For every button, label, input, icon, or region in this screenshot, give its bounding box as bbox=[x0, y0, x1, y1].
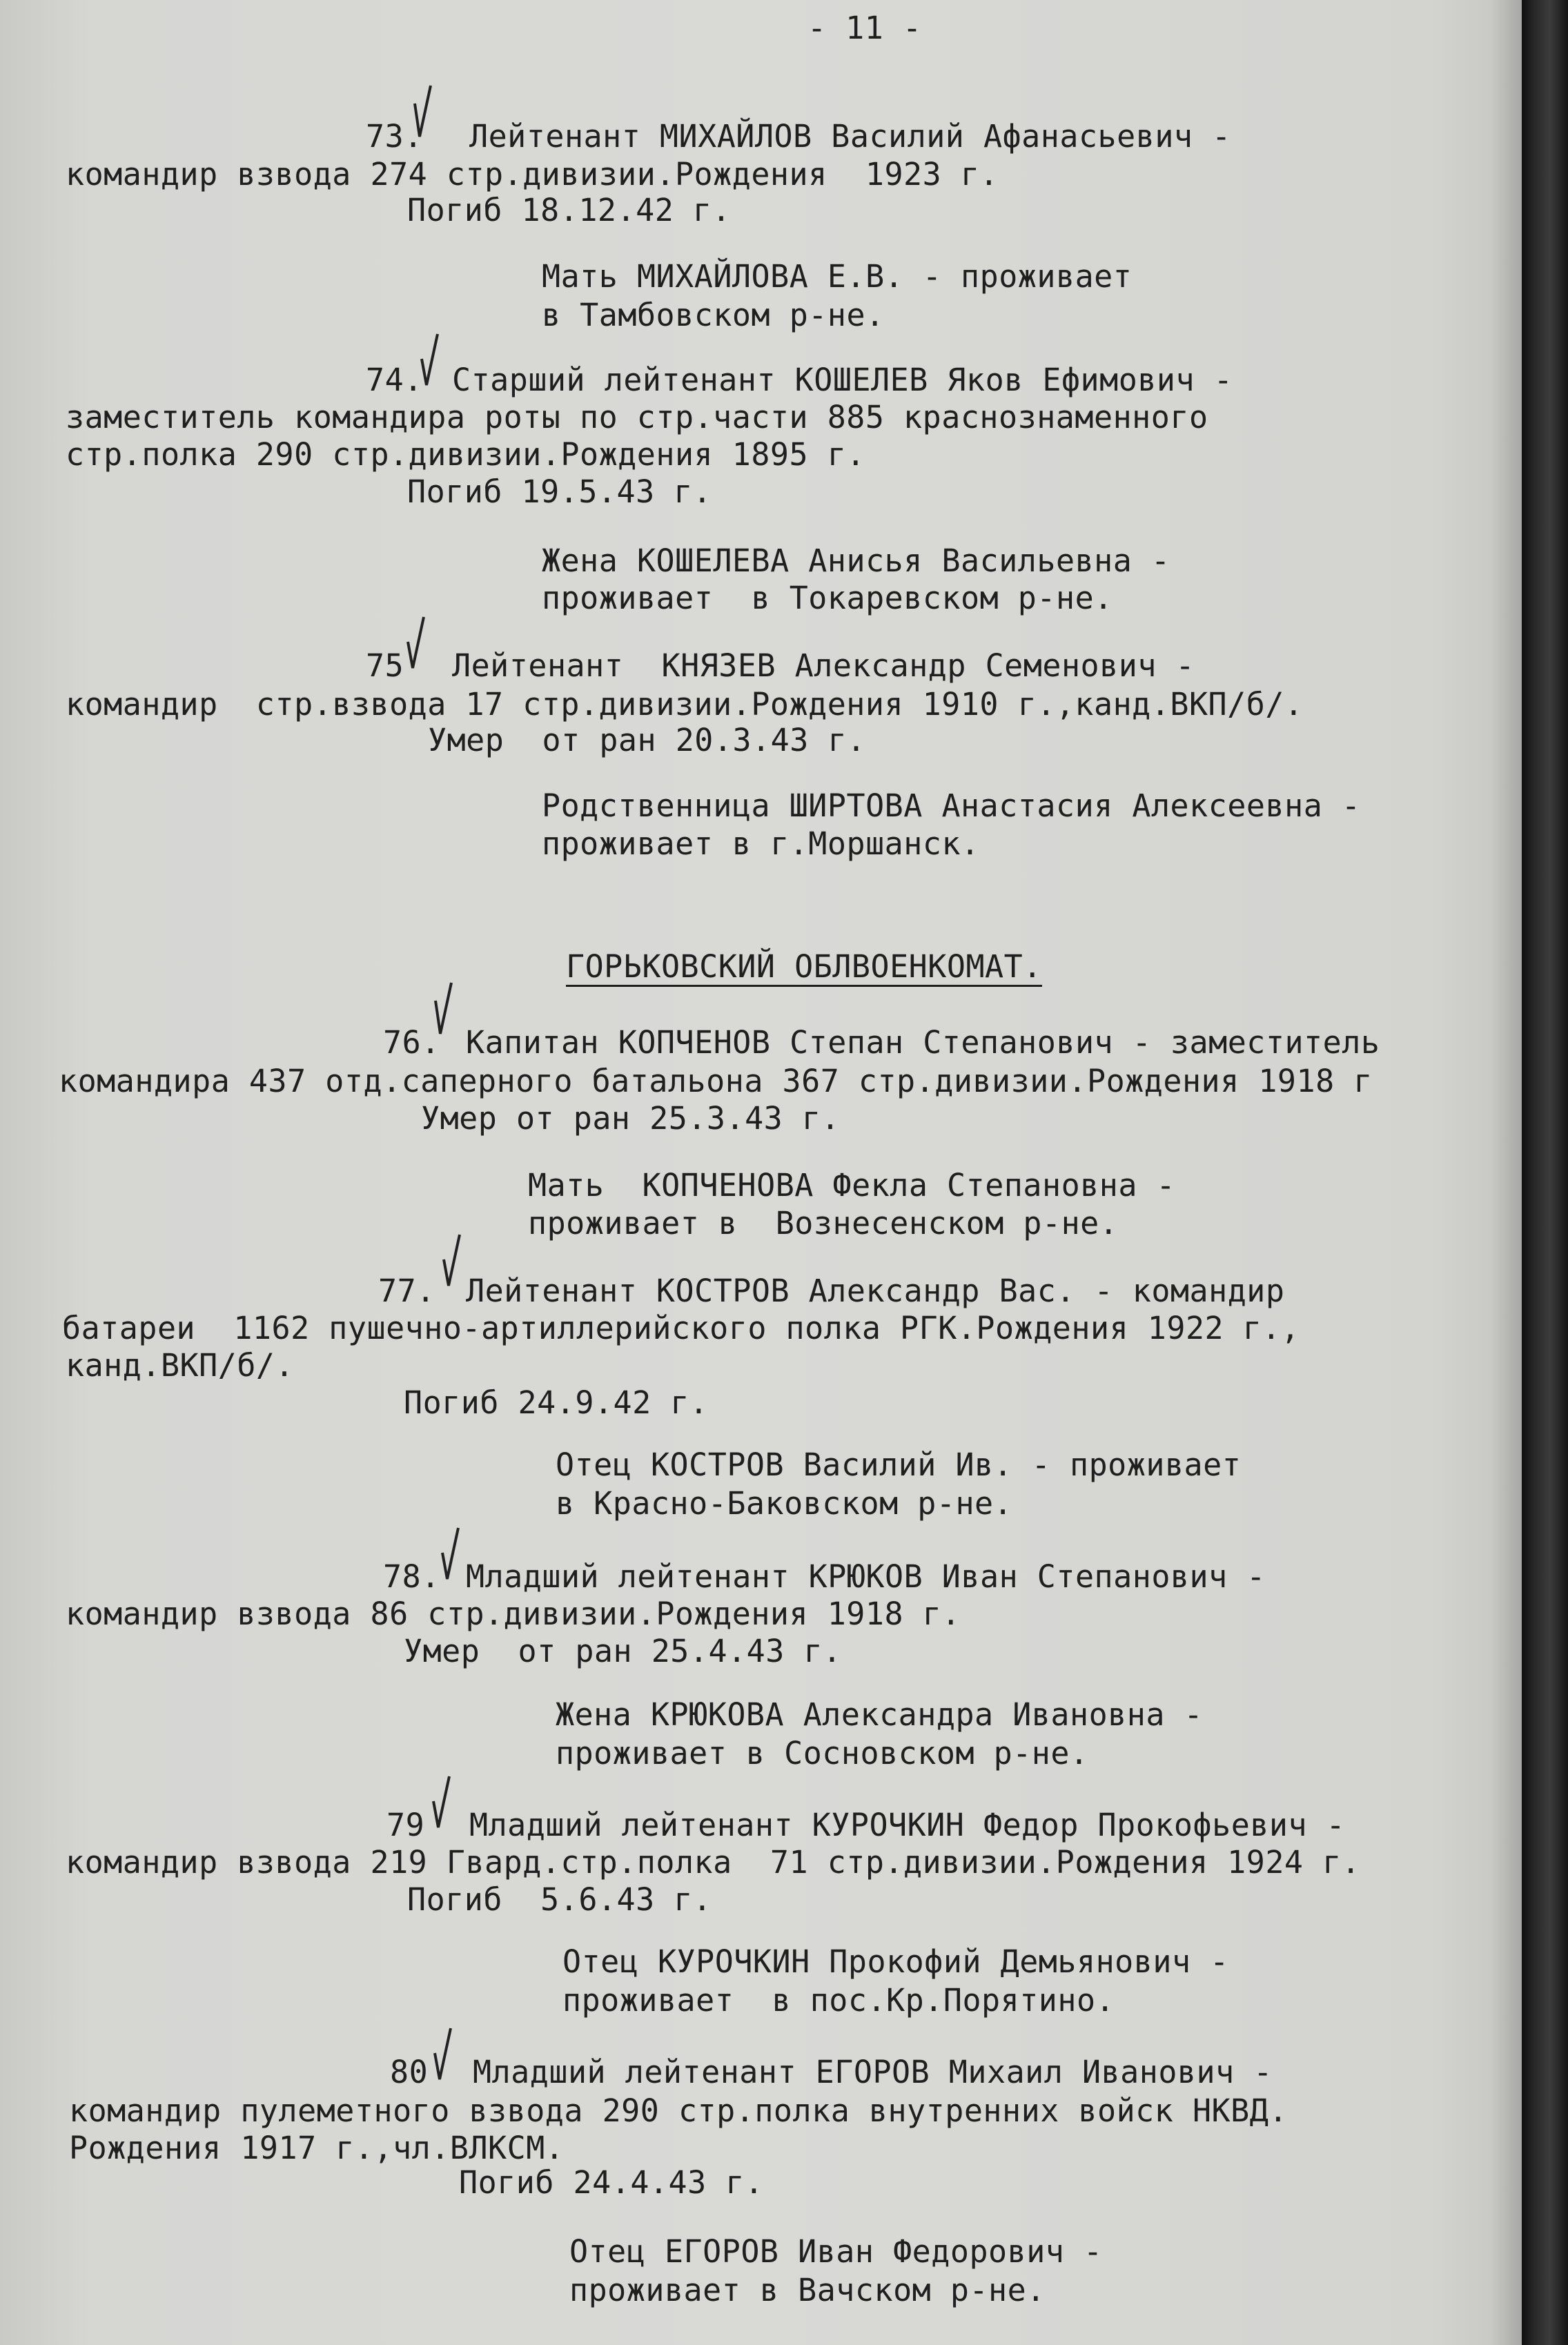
relative-line: проживает в пос.Кр.Порятино. bbox=[562, 1982, 1115, 2019]
binding-edge bbox=[1522, 0, 1568, 2345]
entry-line: Младший лейтенант ЕГОРОВ Михаил Иванович - bbox=[473, 2054, 1273, 2090]
page-number: - 11 - bbox=[807, 10, 922, 46]
entry-number: 73. bbox=[366, 118, 423, 155]
entry-line: Рождения 1917 г.,чл.ВЛКСМ. bbox=[69, 2130, 565, 2166]
check-mark-icon bbox=[440, 1525, 461, 1582]
entry-number: 75 bbox=[366, 647, 404, 684]
entry-line: Погиб 5.6.43 г. bbox=[407, 1881, 712, 1918]
entry-number: 74. bbox=[366, 362, 423, 398]
entry-line: командир пулеметного взвода 290 стр.полка внутренних войск НКВД. bbox=[69, 2092, 1288, 2129]
relative-line: Отец КУРОЧКИН Прокофий Демьянович - bbox=[562, 1943, 1229, 1980]
relative-line: проживает в Вознесенском р-не. bbox=[528, 1205, 1119, 1242]
check-mark-icon bbox=[413, 83, 433, 139]
entry-line: заместитель командира роты по стр.части 885 краснознаменного bbox=[66, 399, 1208, 435]
check-mark-icon bbox=[431, 1774, 452, 1830]
entry-line: Капитан КОПЧЕНОВ Степан Степанович - заместитель bbox=[466, 1024, 1380, 1061]
relative-line: в Тамбовском р-не. bbox=[542, 297, 885, 333]
check-mark-icon bbox=[420, 331, 440, 388]
entry-line: Погиб 24.9.42 г. bbox=[404, 1384, 709, 1421]
relative-line: проживает в г.Моршанск. bbox=[542, 825, 980, 862]
relative-line: Мать МИХАЙЛОВА Е.В. - проживает bbox=[542, 258, 1133, 295]
relative-line: Отец КОСТРОВ Василий Ив. - проживает bbox=[556, 1446, 1242, 1483]
entry-line: Лейтенант МИХАЙЛОВ Василий Афанасьевич - bbox=[469, 118, 1231, 155]
entry-line: Лейтенант КОСТРОВ Александр Вас. - командир bbox=[466, 1273, 1285, 1309]
entry-line: стр.полка 290 стр.дивизии.Рождения 1895 г. bbox=[66, 436, 865, 473]
entry-line: Умер от ран 25.3.43 г. bbox=[421, 1100, 841, 1137]
relative-line: Жена КРЮКОВА Александра Ивановна - bbox=[556, 1696, 1204, 1733]
entry-line: Младший лейтенант КРЮКОВ Иван Степанович - bbox=[466, 1558, 1266, 1595]
section-heading: ГОРЬКОВСКИЙ ОБЛВОЕНКОМАТ. bbox=[566, 951, 1042, 987]
check-mark-icon bbox=[442, 1232, 462, 1288]
relative-line: в Красно-Баковском р-не. bbox=[556, 1485, 1013, 1522]
entry-line: Младший лейтенант КУРОЧКИН Федор Прокофьевич - bbox=[469, 1807, 1346, 1843]
entry-line: канд.ВКП/б/. bbox=[66, 1347, 295, 1384]
relative-line: Мать КОПЧЕНОВА Фекла Степановна - bbox=[528, 1167, 1176, 1204]
entry-line: командир взвода 274 стр.дивизии.Рождения 1923 г. bbox=[66, 156, 999, 193]
entry-line: командир взвода 86 стр.дивизии.Рождения 1918 г. bbox=[66, 1596, 961, 1632]
entry-number: 78. bbox=[383, 1558, 440, 1595]
entry-line: Умер от ран 25.4.43 г. bbox=[404, 1633, 842, 1669]
entry-line: Лейтенант КНЯЗЕВ Александр Семенович - bbox=[452, 647, 1195, 684]
entry-line: Старший лейтенант КОШЕЛЕВ Яков Ефимович - bbox=[452, 362, 1233, 398]
entry-number: 80 bbox=[390, 2054, 429, 2090]
entry-number: 76. bbox=[383, 1024, 440, 1061]
relative-line: Родственница ШИРТОВА Анастасия Алексеевна - bbox=[542, 787, 1361, 824]
relative-line: проживает в Вачском р-не. bbox=[569, 2272, 1046, 2308]
relative-line: Жена КОШЕЛЕВА Анисья Васильевна - bbox=[542, 542, 1170, 579]
check-mark-icon bbox=[433, 980, 454, 1037]
page-shadow bbox=[1491, 0, 1522, 2345]
entry-line: Погиб 24.4.43 г. bbox=[459, 2164, 764, 2201]
relative-line: Отец ЕГОРОВ Иван Федорович - bbox=[569, 2233, 1103, 2270]
entry-line: Умер от ран 20.3.43 г. bbox=[428, 722, 866, 758]
entry-line: командира 437 отд.саперного батальона 367 стр.дивизии.Рождения 1918 г bbox=[59, 1063, 1373, 1099]
entry-line: командир стр.взвода 17 стр.дивизии.Рождения 1910 г.,канд.ВКП/б/. bbox=[66, 686, 1304, 723]
relative-line: проживает в Сосновском р-не. bbox=[556, 1735, 1089, 1772]
entry-line: Погиб 18.12.42 г. bbox=[407, 192, 732, 228]
entry-line: командир взвода 219 Гвард.стр.полка 71 стр.дивизии.Рождения 1924 г. bbox=[66, 1844, 1361, 1881]
entry-line: батареи 1162 пушечно-артиллерийского полка РГК.Рождения 1922 г., bbox=[62, 1310, 1300, 1346]
relative-line: проживает в Токаревском р-не. bbox=[542, 580, 1113, 616]
entry-number: 79 bbox=[386, 1807, 425, 1843]
check-mark-icon bbox=[406, 614, 427, 671]
entry-number: 77. bbox=[378, 1273, 435, 1309]
check-mark-icon bbox=[433, 2025, 453, 2082]
entry-line: Погиб 19.5.43 г. bbox=[407, 473, 712, 510]
